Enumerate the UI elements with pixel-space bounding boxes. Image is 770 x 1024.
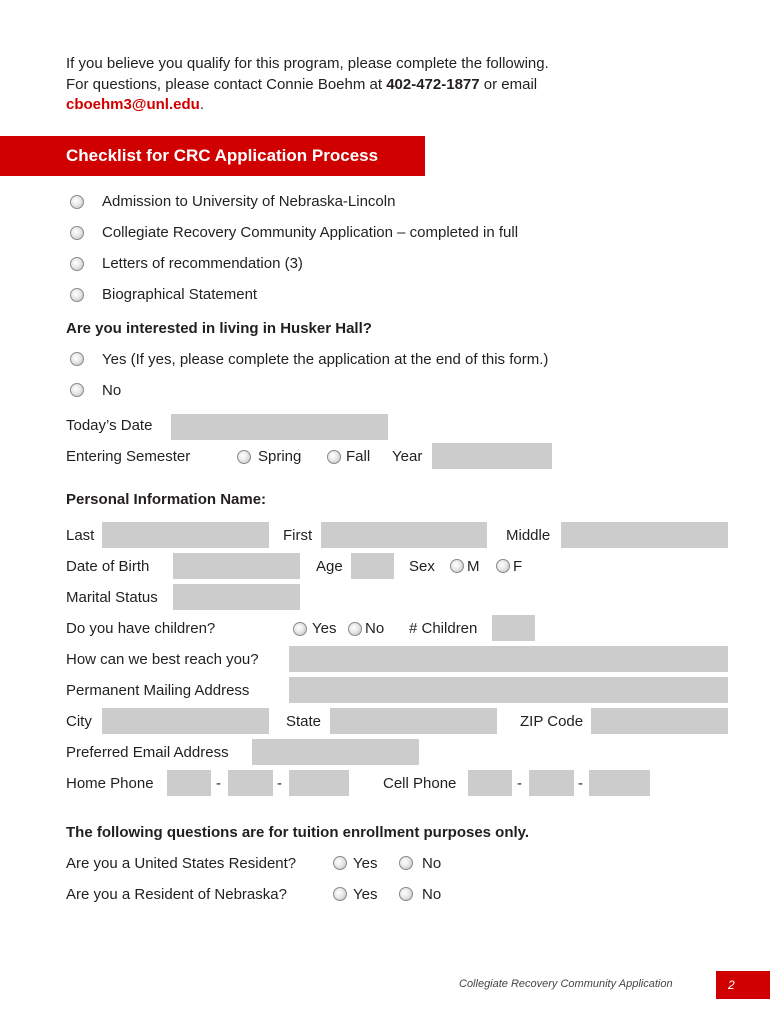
intro-contact-text: For questions, please contact Connie Boehm at — [66, 76, 387, 93]
fall-label: Fall — [346, 448, 371, 465]
last-name-label: Last — [66, 527, 95, 544]
intro-email-text: or email — [479, 76, 538, 93]
sex-female-radio[interactable] — [496, 559, 510, 573]
entering-semester-label: Entering Semester — [66, 448, 191, 465]
checklist-item-admission: Admission to University of Nebraska-Lincoln — [102, 193, 396, 210]
fall-radio[interactable] — [327, 450, 341, 464]
first-name-field[interactable] — [321, 522, 487, 548]
sex-label: Sex — [409, 558, 435, 575]
todays-date-label: Today’s Date — [66, 417, 153, 434]
housing-question: Are you interested in living in Husker Hall? — [66, 320, 372, 337]
ne-resident-no-label: No — [422, 886, 442, 903]
dob-field[interactable] — [173, 553, 300, 579]
cell-phone-dash-1: - — [517, 775, 522, 792]
page-number: 2 — [728, 978, 735, 992]
children-yes-radio[interactable] — [293, 622, 307, 636]
us-resident-yes-label: Yes — [353, 855, 378, 872]
home-phone-dash-2: - — [277, 775, 282, 792]
zip-label: ZIP Code — [520, 713, 584, 730]
num-children-field[interactable] — [492, 615, 535, 641]
preferred-email-label: Preferred Email Address — [66, 744, 229, 761]
children-yes-label: Yes — [312, 620, 337, 637]
children-no-radio[interactable] — [348, 622, 362, 636]
housing-yes-label: Yes (If yes, please complete the application at the end of this form.) — [102, 351, 549, 368]
cell-phone-prefix-field[interactable] — [529, 770, 574, 796]
children-no-label: No — [365, 620, 385, 637]
intro-line-3 — [66, 96, 204, 113]
tuition-heading: The following questions are for tuition enrollment purposes only. — [66, 824, 530, 841]
footer-title: Collegiate Recovery Community Application — [459, 978, 673, 990]
housing-no-label: No — [102, 382, 122, 399]
preferred-email-field[interactable] — [252, 739, 419, 765]
age-label: Age — [316, 558, 343, 575]
cell-phone-line-field[interactable] — [589, 770, 650, 796]
page-number-box — [716, 971, 770, 999]
intro-line-2 — [66, 76, 537, 93]
middle-name-field[interactable] — [561, 522, 728, 548]
contact-phone: 402-472-1877 — [386, 76, 480, 93]
us-resident-no-label: No — [422, 855, 442, 872]
sex-female-label: F — [513, 558, 523, 575]
home-phone-label: Home Phone — [66, 775, 154, 792]
children-question: Do you have children? — [66, 620, 216, 637]
home-phone-line-field[interactable] — [289, 770, 349, 796]
city-field[interactable] — [102, 708, 269, 734]
reach-label: How can we best reach you? — [66, 651, 259, 668]
checklist-radio-application[interactable] — [70, 226, 84, 240]
checklist-item-biography: Biographical Statement — [102, 286, 258, 303]
intro-period: . — [199, 96, 204, 113]
checklist-radio-biography[interactable] — [70, 288, 84, 302]
checklist-item-application: Collegiate Recovery Community Application – completed in full — [102, 224, 519, 241]
checklist-title: Checklist for CRC Application Process — [66, 146, 379, 165]
cell-phone-label: Cell Phone — [383, 775, 457, 792]
mailing-address-label: Permanent Mailing Address — [66, 682, 250, 699]
year-field[interactable] — [432, 443, 552, 469]
housing-yes-radio[interactable] — [70, 352, 84, 366]
spring-radio[interactable] — [237, 450, 251, 464]
age-field[interactable] — [351, 553, 394, 579]
home-phone-prefix-field[interactable] — [228, 770, 273, 796]
ne-resident-yes-label: Yes — [353, 886, 378, 903]
cell-phone-area-field[interactable] — [468, 770, 512, 796]
marital-status-label: Marital Status — [66, 589, 158, 606]
city-label: City — [66, 713, 92, 730]
ne-resident-yes-radio[interactable] — [333, 887, 347, 901]
last-name-field[interactable] — [102, 522, 269, 548]
personal-heading: Personal Information Name: — [66, 491, 267, 508]
us-resident-no-radio[interactable] — [399, 856, 413, 870]
ne-resident-question: Are you a Resident of Nebraska? — [66, 886, 287, 903]
zip-field[interactable] — [591, 708, 728, 734]
ne-resident-no-radio[interactable] — [399, 887, 413, 901]
num-children-label: # Children — [409, 620, 478, 637]
mailing-address-field[interactable] — [289, 677, 728, 703]
intro-line-1: If you believe you qualify for this program, please complete the following. — [66, 55, 549, 72]
us-resident-question: Are you a United States Resident? — [66, 855, 297, 872]
middle-name-label: Middle — [506, 527, 551, 544]
todays-date-field[interactable] — [171, 414, 388, 440]
cell-phone-dash-2: - — [578, 775, 583, 792]
contact-email-link[interactable]: cboehm3@unl.edu — [66, 96, 200, 113]
first-name-label: First — [283, 527, 313, 544]
marital-status-field[interactable] — [173, 584, 300, 610]
state-label: State — [286, 713, 322, 730]
housing-no-radio[interactable] — [70, 383, 84, 397]
home-phone-area-field[interactable] — [167, 770, 211, 796]
us-resident-yes-radio[interactable] — [333, 856, 347, 870]
sex-male-radio[interactable] — [450, 559, 464, 573]
checklist-radio-letters[interactable] — [70, 257, 84, 271]
state-field[interactable] — [330, 708, 497, 734]
checklist-radio-admission[interactable] — [70, 195, 84, 209]
year-label: Year — [392, 448, 423, 465]
checklist-item-letters: Letters of recommendation (3) — [102, 255, 303, 272]
sex-male-label: M — [467, 558, 480, 575]
spring-label: Spring — [258, 448, 302, 465]
home-phone-dash-1: - — [216, 775, 221, 792]
dob-label: Date of Birth — [66, 558, 150, 575]
reach-field[interactable] — [289, 646, 728, 672]
